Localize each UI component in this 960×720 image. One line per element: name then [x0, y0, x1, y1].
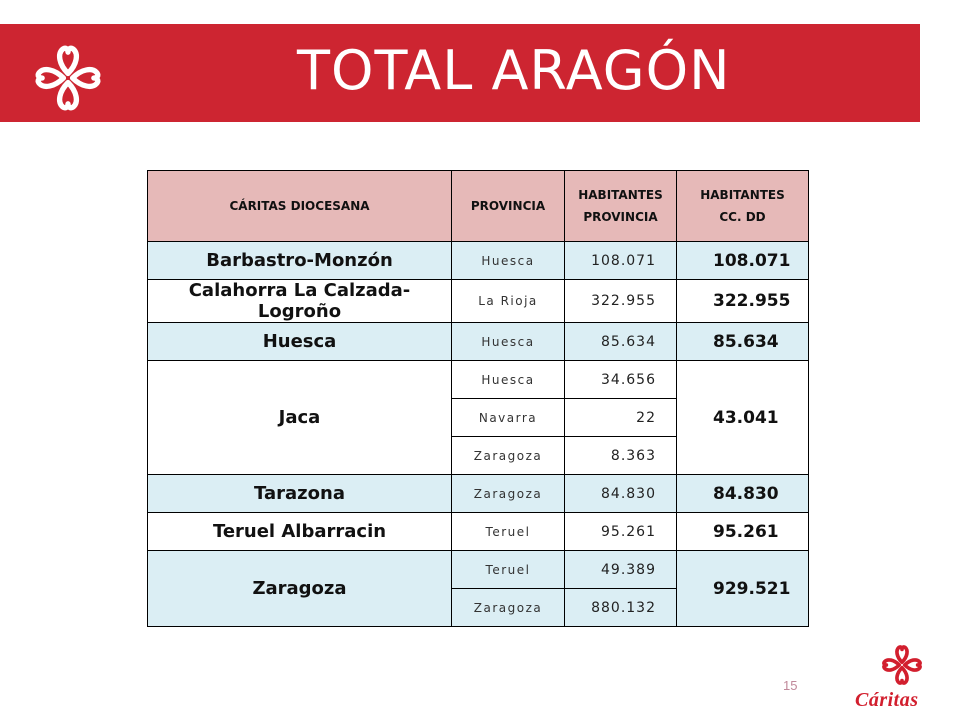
province-name: Navarra — [452, 399, 565, 437]
diocese-name: Jaca — [148, 361, 452, 475]
header-province-inhabitants-label: HABITANTES PROVINCIA — [578, 188, 663, 224]
province-name: Zaragoza — [452, 589, 565, 627]
dioceses-table — [147, 170, 809, 627]
province-name: Teruel — [452, 513, 565, 551]
caritas-logo-icon — [878, 642, 926, 688]
table-row — [148, 513, 809, 551]
province-name: Huesca — [452, 361, 565, 399]
province-inhabitants: 108.071 — [565, 242, 677, 280]
diocese-name: Teruel Albarracin — [148, 513, 452, 551]
caritas-cross-icon — [26, 40, 110, 116]
header-province: PROVINCIA — [452, 171, 565, 242]
brand-wordmark: Cáritas — [855, 689, 919, 711]
table-header-row — [148, 171, 809, 242]
province-inhabitants: 22 — [565, 399, 677, 437]
province-inhabitants: 322.955 — [565, 280, 677, 323]
province-inhabitants: 85.634 — [565, 323, 677, 361]
table-row — [148, 361, 809, 399]
province-name: La Rioja — [452, 280, 565, 323]
table-row — [148, 280, 809, 323]
province-name: Teruel — [452, 551, 565, 589]
diocese-inhabitants-total: 322.955 — [677, 280, 809, 323]
table-row — [148, 242, 809, 280]
diocese-inhabitants-total: 95.261 — [677, 513, 809, 551]
diocese-name: Calahorra La Calzada-Logroño — [148, 280, 452, 323]
diocese-inhabitants-total: 108.071 — [677, 242, 809, 280]
province-inhabitants: 84.830 — [565, 475, 677, 513]
province-name: Zaragoza — [452, 475, 565, 513]
page-title: TOTAL ARAGÓN — [297, 39, 731, 102]
diocese-inhabitants-total: 929.521 — [677, 551, 809, 627]
header-province-inhabitants — [565, 171, 677, 242]
diocese-name: Huesca — [148, 323, 452, 361]
page-number: 15 — [783, 678, 798, 693]
diocese-inhabitants-total: 43.041 — [677, 361, 809, 475]
diocese-inhabitants-total: 85.634 — [677, 323, 809, 361]
diocese-name: Tarazona — [148, 475, 452, 513]
diocese-name: Zaragoza — [148, 551, 452, 627]
province-name: Huesca — [452, 323, 565, 361]
header-diocese-inhabitants — [677, 171, 809, 242]
table-row — [148, 475, 809, 513]
province-inhabitants: 34.656 — [565, 361, 677, 399]
table-row — [148, 323, 809, 361]
header-diocese-inhabitants-label: HABITANTES CC. DD — [700, 188, 785, 224]
diocese-name: Barbastro-Monzón — [148, 242, 452, 280]
province-inhabitants: 95.261 — [565, 513, 677, 551]
province-name: Huesca — [452, 242, 565, 280]
diocese-inhabitants-total: 84.830 — [677, 475, 809, 513]
province-inhabitants: 8.363 — [565, 437, 677, 475]
province-name: Zaragoza — [452, 437, 565, 475]
table-row — [148, 551, 809, 589]
header-diocese: CÁRITAS DIOCESANA — [148, 171, 452, 242]
province-inhabitants: 880.132 — [565, 589, 677, 627]
province-inhabitants: 49.389 — [565, 551, 677, 589]
